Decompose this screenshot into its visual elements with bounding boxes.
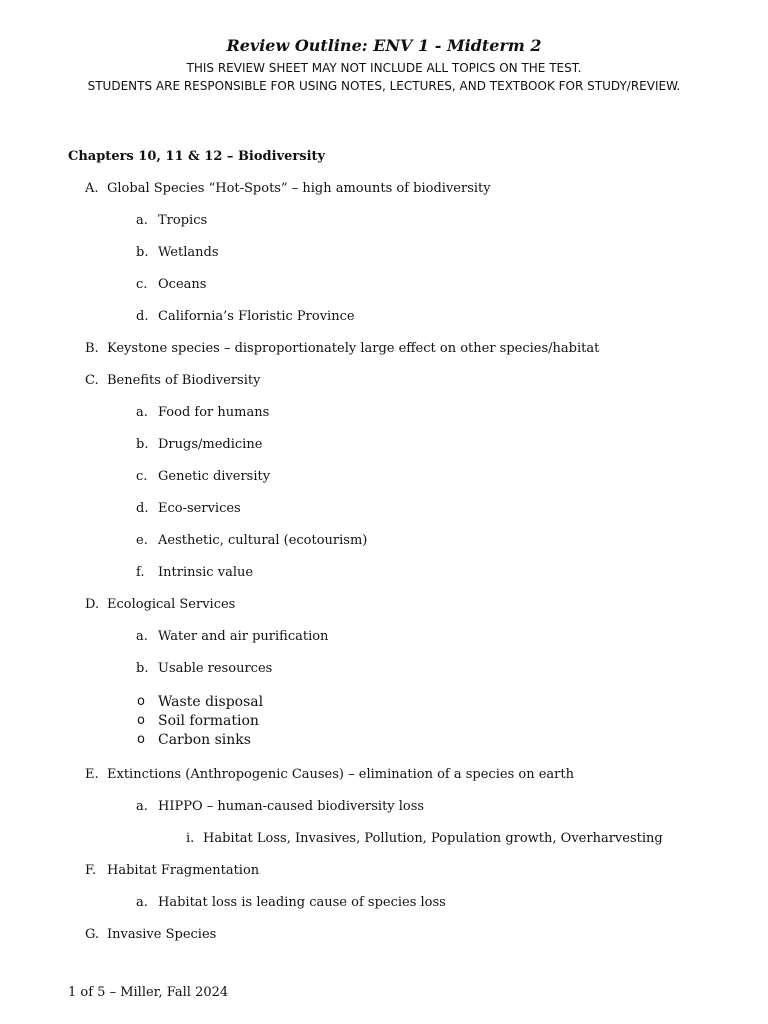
subsubitem-text: Habitat Loss, Invasives, Pollution, Population growth, Overharvesting	[203, 831, 663, 846]
subitem-marker: a.	[136, 405, 148, 420]
page-title: Review Outline: ENV 1 - Midterm 2	[226, 36, 542, 55]
section-heading: Chapters 10, 11 & 12 – Biodiversity	[68, 149, 326, 164]
bullet-text: Carbon sinks	[158, 732, 251, 748]
item-text: Global Species “Hot-Spots” – high amounts of biodiversity	[107, 181, 491, 196]
item-marker: A.	[85, 181, 99, 196]
subitem-text: Eco-services	[158, 501, 241, 516]
subsubitem-marker: i.	[186, 831, 195, 846]
item-marker: B.	[85, 341, 99, 356]
bullet-marker: o	[137, 732, 145, 747]
subitem-text: Genetic diversity	[158, 469, 271, 484]
subitem-marker: b.	[136, 245, 149, 260]
item-marker: C.	[85, 373, 99, 388]
subitem-text: Usable resources	[158, 661, 273, 676]
bullet-marker: o	[137, 713, 145, 728]
item-text: Habitat Fragmentation	[107, 863, 260, 878]
subitem-marker: b.	[136, 661, 149, 676]
bullet-marker: o	[137, 694, 145, 709]
notice-line-1: THIS REVIEW SHEET MAY NOT INCLUDE ALL TOPICS ON THE TEST.	[186, 61, 582, 75]
item-text: Benefits of Biodiversity	[107, 373, 261, 388]
subitem-marker: a.	[136, 895, 148, 910]
item-text: Invasive Species	[107, 927, 217, 942]
subitem-text: Drugs/medicine	[158, 437, 263, 452]
bullet-text: Waste disposal	[158, 694, 264, 710]
item-marker: G.	[85, 927, 100, 942]
subitem-marker: a.	[136, 629, 148, 644]
subitem-text: Oceans	[158, 277, 207, 292]
subitem-marker: b.	[136, 437, 149, 452]
bullet-text: Soil formation	[158, 713, 259, 729]
subitem-text: California’s Floristic Province	[158, 309, 355, 324]
subitem-marker: a.	[136, 799, 148, 814]
subitem-text: Habitat loss is leading cause of species loss	[158, 895, 446, 910]
item-text: Keystone species – disproportionately large effect on other species/habitat	[107, 341, 600, 356]
subitem-marker: c.	[136, 277, 148, 292]
subitem-marker: f.	[136, 565, 145, 580]
notice-line-2: STUDENTS ARE RESPONSIBLE FOR USING NOTES, LECTURES, AND TEXTBOOK FOR STUDY/REVIEW.	[87, 79, 681, 93]
subitem-text: Intrinsic value	[158, 565, 254, 580]
subitem-text: Aesthetic, cultural (ecotourism)	[158, 533, 368, 548]
item-text: Ecological Services	[107, 597, 236, 612]
subitem-marker: e.	[136, 533, 148, 548]
subitem-text: Wetlands	[158, 245, 219, 260]
subitem-marker: d.	[136, 501, 149, 516]
subitem-text: Tropics	[158, 213, 208, 228]
subitem-text: HIPPO – human-caused biodiversity loss	[158, 799, 425, 814]
item-text: Extinctions (Anthropogenic Causes) – elimination of a species on earth	[107, 767, 574, 782]
subitem-marker: a.	[136, 213, 148, 228]
subitem-marker: d.	[136, 309, 149, 324]
item-marker: F.	[85, 863, 97, 878]
subitem-marker: c.	[136, 469, 148, 484]
subitem-text: Food for humans	[158, 405, 270, 420]
item-marker: D.	[85, 597, 100, 612]
subitem-text: Water and air purification	[158, 629, 329, 644]
page-footer: 1 of 5 – Miller, Fall 2024	[68, 985, 229, 1000]
item-marker: E.	[85, 767, 99, 782]
